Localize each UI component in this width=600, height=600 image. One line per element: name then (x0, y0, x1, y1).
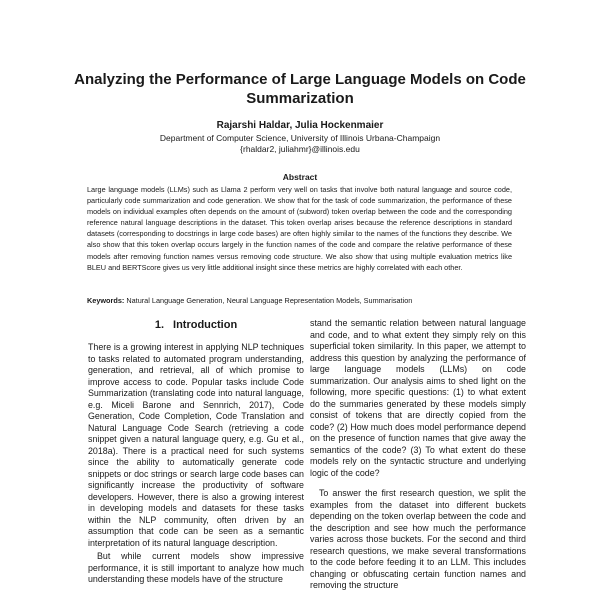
intro-paragraph: stand the semantic relation between natural language and code, and to what extent they simply rely on this superficial token similarity. In this paper, we attempt to address this question by analyzing the performance of large language models (LLMs) on code summarization. Our analysis aims to shed light on the following, more specific questions: (1) to what extent do the summaries generated by these models simply consist of tokens that are directly copied from the code? (2) How much does model performance depend on the presence of function names that give away the semantics of the code? (3) To what extent do these models rely on the syntactic structure and underlying logic of the code? (310, 318, 526, 478)
intro-paragraph: There is a growing interest in applying NLP techniques to tasks related to automated program understanding, generation, and retrieval, all of which promise to improve access to code. Popular tasks include Code Summarization (translating code into natural language, e.g. Miceli Barone and Sennrich, 2017), Code Generation, Code Completion, Code Translation and Natural Language Code Search (retrieving a code snippet given a natural language query, e.g. Gu et al., 2018a). There is a practical need for such systems since the ability to automatically generate code snippets or doc strings or search large code bases can significantly increase the productivity of software developers. However, there is also a growing interest in developing models and datasets for these tasks within the NLP community, often driven by an assumption that code can be seen as a semantic interpretation of its natural language description. (88, 342, 304, 548)
keywords-text: Natural Language Generation, Neural Language Representation Models, Summarisation (126, 296, 413, 305)
intro-paragraph: To answer the first research question, we split the examples from the dataset into different buckets depending on the token overlap between the code and the description and see how much the performance varies across those buckets. For the second and third research questions, we make several transformations to the code before feeding it to an LLM. This includes changing or obfuscating certain function names and removing the structure (310, 488, 526, 590)
section-heading (88, 318, 304, 332)
right-column (310, 318, 526, 592)
section-number: 1. (154, 319, 165, 331)
left-column (88, 318, 304, 586)
abstract-body: Large language models (LLMs) such as Llama 2 perform very well on tasks that involve both natural language and source code, particularly code summarization and code generation. We show that for the task of code summarization, the performance of these models on individual examples often depends on the amount of (subword) token overlap between the code and the corresponding reference natural language descriptions in the dataset. This token overlap arises because the reference descriptions in standard datasets (corresponding to docstrings in large code bases) are often highly similar to the names of the functions they describe. We also show that this token overlap occurs largely in the function names of the code and compare the relative performance of these models after removing function names versus removing code structure. We also show that using multiple evaluation metrics like BLEU and BERTScore gives us very little additional insight since these metrics are highly correlated with each other. (87, 185, 512, 272)
paper-title: Analyzing the Performance of Large Language Models on Code Summarization (74, 71, 526, 107)
author-email: {rhaldar2, juliahmr}@illinois.edu (240, 144, 360, 154)
keywords-label: Keywords: (87, 296, 125, 305)
author-affiliation: Department of Computer Science, University of Illinois Urbana-Champaign (159, 133, 441, 143)
keywords-line (87, 296, 512, 306)
paper-authors: Rajarshi Haldar, Julia Hockenmaier (216, 120, 384, 131)
section-title: Introduction (173, 319, 238, 331)
intro-paragraph: But while current models show impressive performance, it is still important to analyze how much understanding these models have of the structure (88, 551, 304, 584)
abstract-heading: Abstract (282, 172, 318, 182)
